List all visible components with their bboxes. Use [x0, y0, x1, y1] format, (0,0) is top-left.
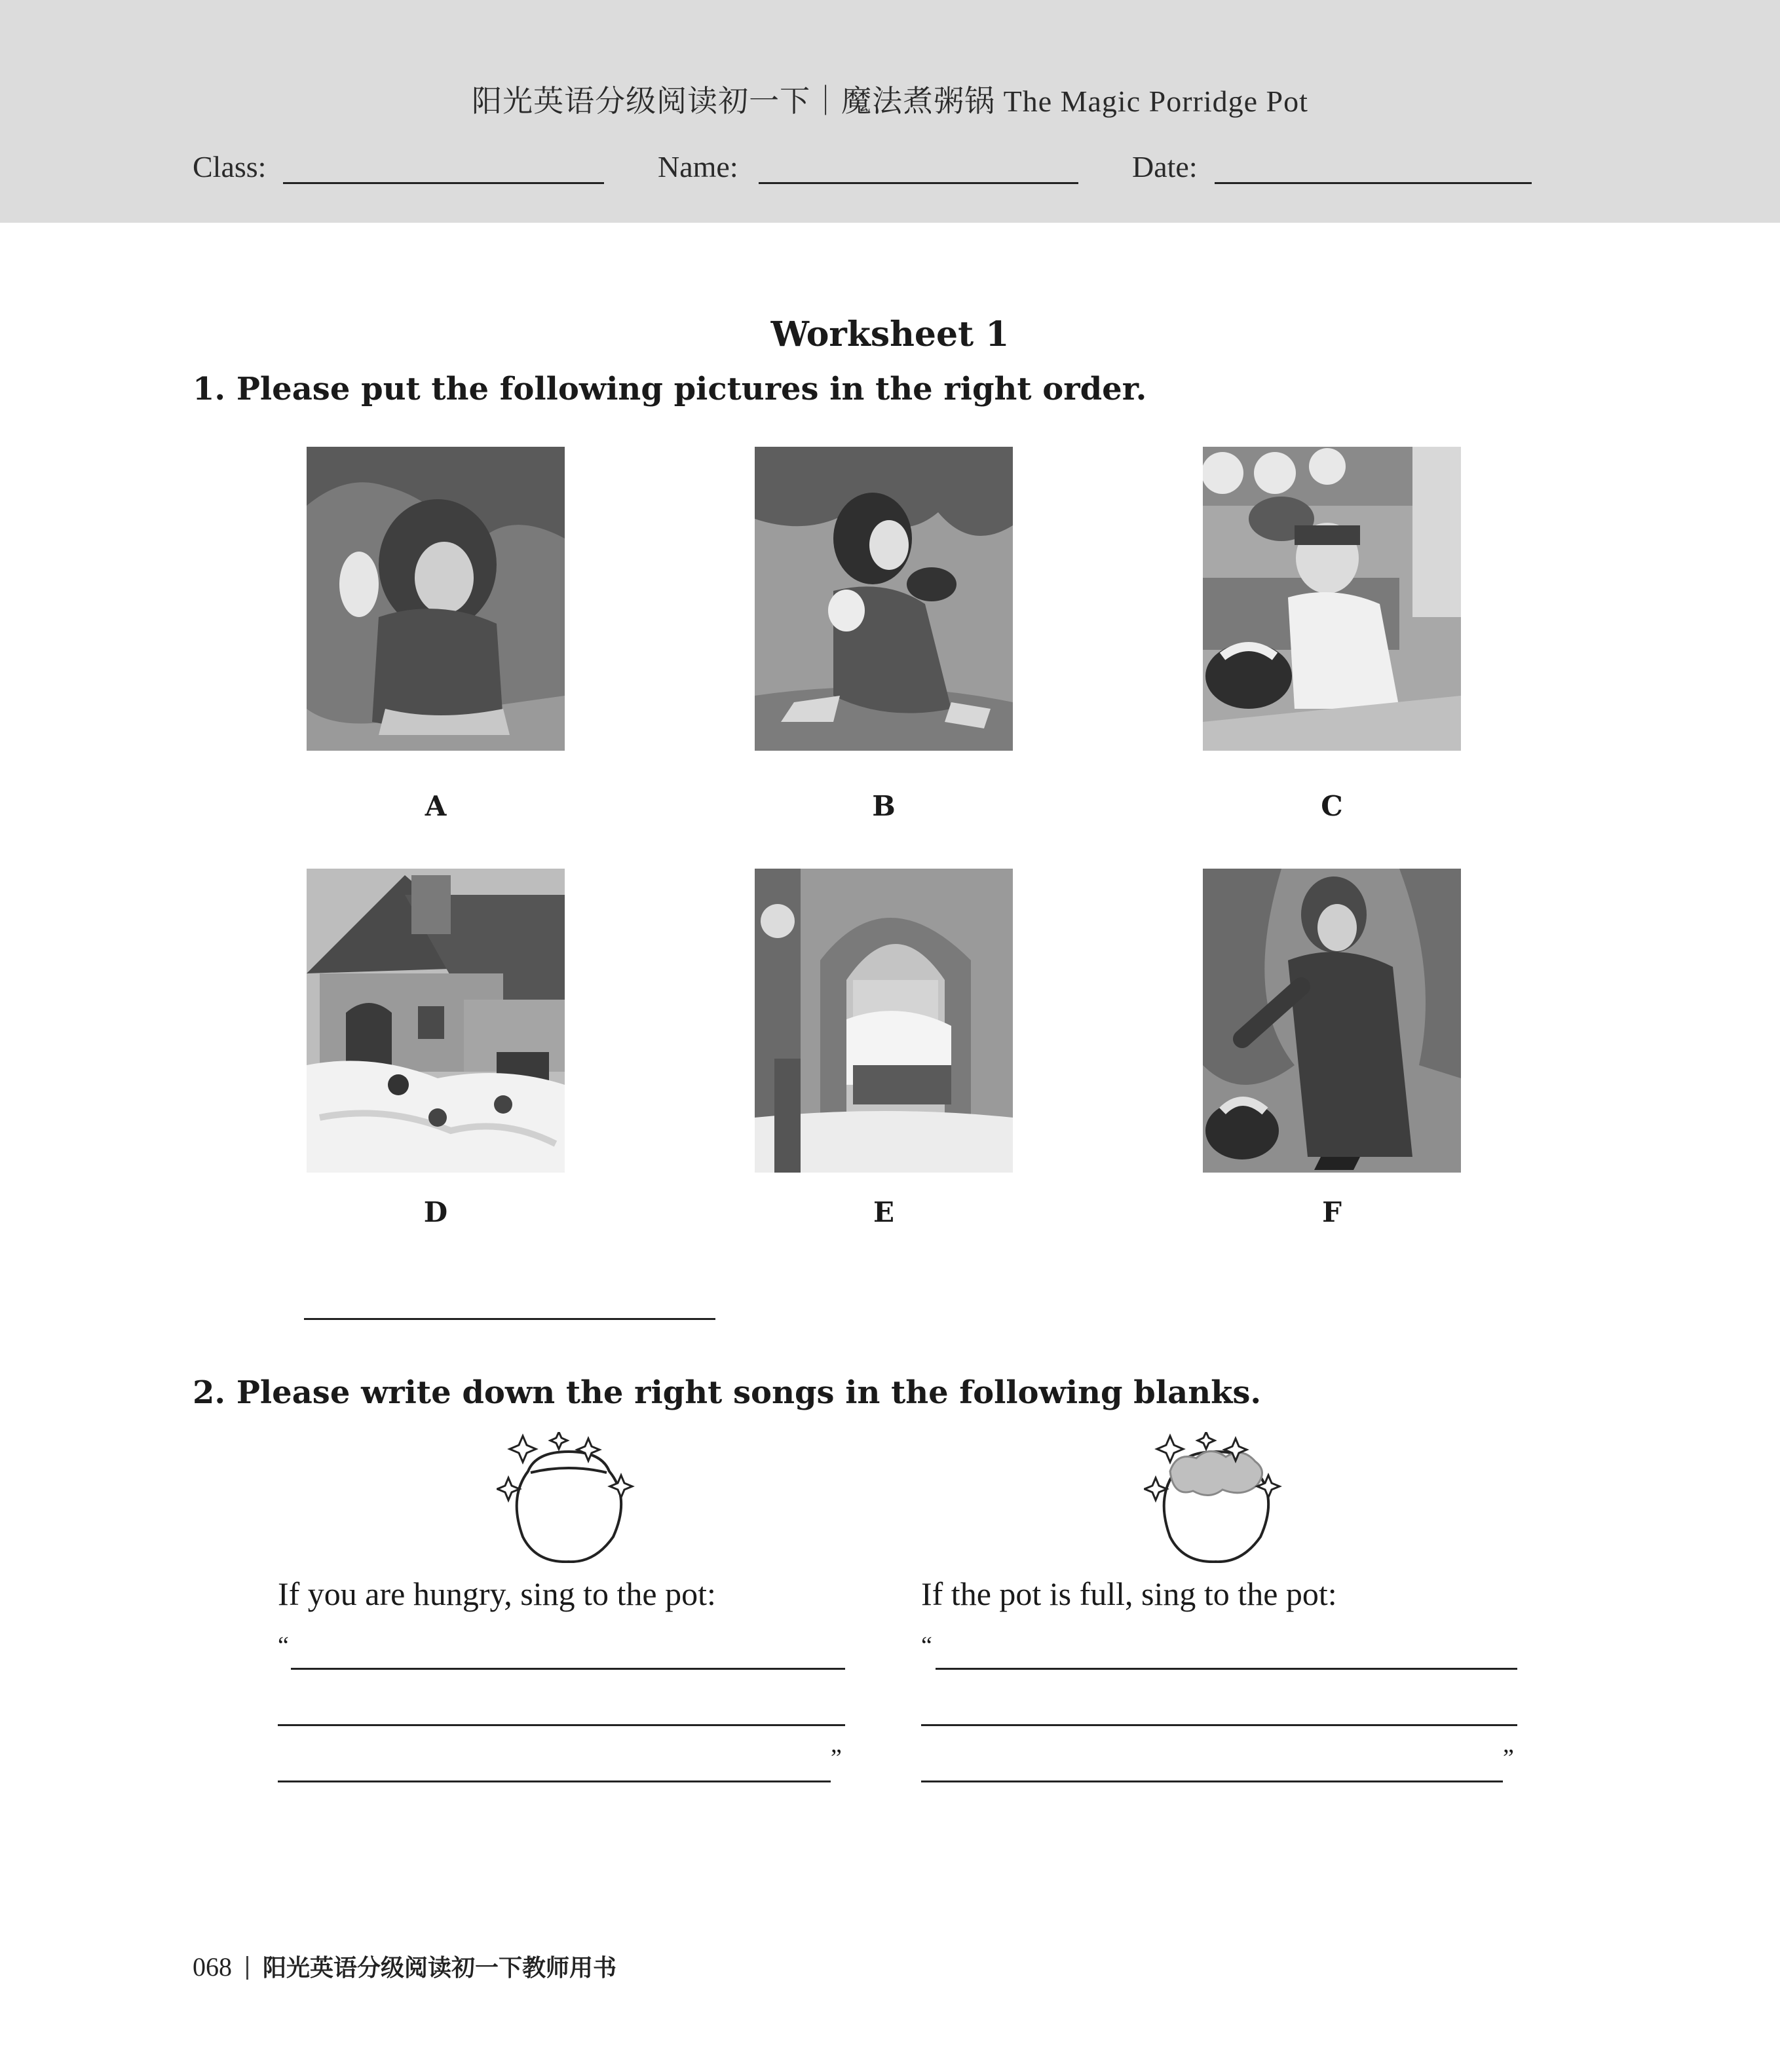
right-answer-line-1[interactable]: [936, 1668, 1517, 1670]
boy-with-porridge-pot-illustration: [1203, 447, 1461, 751]
right-answer-line-3[interactable]: [921, 1780, 1503, 1782]
class-field: [193, 149, 266, 184]
order-answer-line[interactable]: [304, 1318, 715, 1320]
picture-d: [307, 869, 565, 1173]
porridge-flooding-house-illustration: [307, 869, 565, 1173]
left-answer-line-3[interactable]: [278, 1780, 831, 1782]
girl-sitting-sad-illustration: [307, 447, 565, 751]
right-close-quote: ”: [1503, 1744, 1514, 1772]
picture-label-b: B: [872, 790, 896, 822]
porridge-in-bedroom-illustration: [755, 869, 1013, 1173]
pot-icon: [497, 1432, 641, 1563]
page-footer: [193, 1950, 616, 1983]
picture-label-c: C: [1321, 790, 1343, 822]
left-prompt: If you are hungry, sing to the pot:: [278, 1575, 716, 1612]
picture-e: [755, 869, 1013, 1173]
left-close-quote: ”: [831, 1744, 842, 1772]
date-label: Date:: [1132, 150, 1198, 183]
name-input-line[interactable]: [759, 182, 1078, 184]
footer-book-title: 阳光英语分级阅读初一下教师用书: [263, 1955, 617, 1982]
page-number: 068: [193, 1952, 232, 1982]
class-label: Class:: [193, 150, 267, 183]
full-pot-icon: [1144, 1432, 1288, 1563]
left-open-quote: “: [278, 1632, 289, 1659]
class-input-line[interactable]: [283, 182, 604, 184]
name-field: [658, 149, 738, 184]
picture-c: [1203, 447, 1461, 751]
question-1: 1. Please put the following pictures in the right order.: [193, 371, 1147, 407]
header-title: 阳光英语分级阅读初一下｜魔法煮粥锅 The Magic Porridge Pot: [472, 85, 1308, 118]
question-2: 2. Please write down the right songs in the following blanks.: [193, 1374, 1262, 1411]
picture-label-a: A: [425, 790, 447, 822]
date-input-line[interactable]: [1215, 182, 1532, 184]
picture-a: [307, 447, 565, 751]
picture-label-e: E: [873, 1196, 894, 1228]
right-answer-line-2[interactable]: [921, 1724, 1517, 1726]
right-prompt: If the pot is full, sing to the pot:: [921, 1575, 1337, 1612]
name-label: Name:: [658, 150, 738, 183]
left-answer-line-2[interactable]: [278, 1724, 845, 1726]
picture-f: [1203, 869, 1461, 1173]
picture-label-d: D: [423, 1196, 448, 1228]
picture-label-f: F: [1322, 1196, 1342, 1228]
date-field: [1132, 149, 1198, 184]
old-woman-with-pot-illustration: [1203, 869, 1461, 1173]
worksheet-title: Worksheet 1: [770, 314, 1010, 354]
right-open-quote: “: [921, 1632, 932, 1659]
footer-separator: [246, 1956, 248, 1980]
girl-running-with-pot-illustration: [755, 447, 1013, 751]
picture-b: [755, 447, 1013, 751]
left-answer-line-1[interactable]: [291, 1668, 845, 1670]
